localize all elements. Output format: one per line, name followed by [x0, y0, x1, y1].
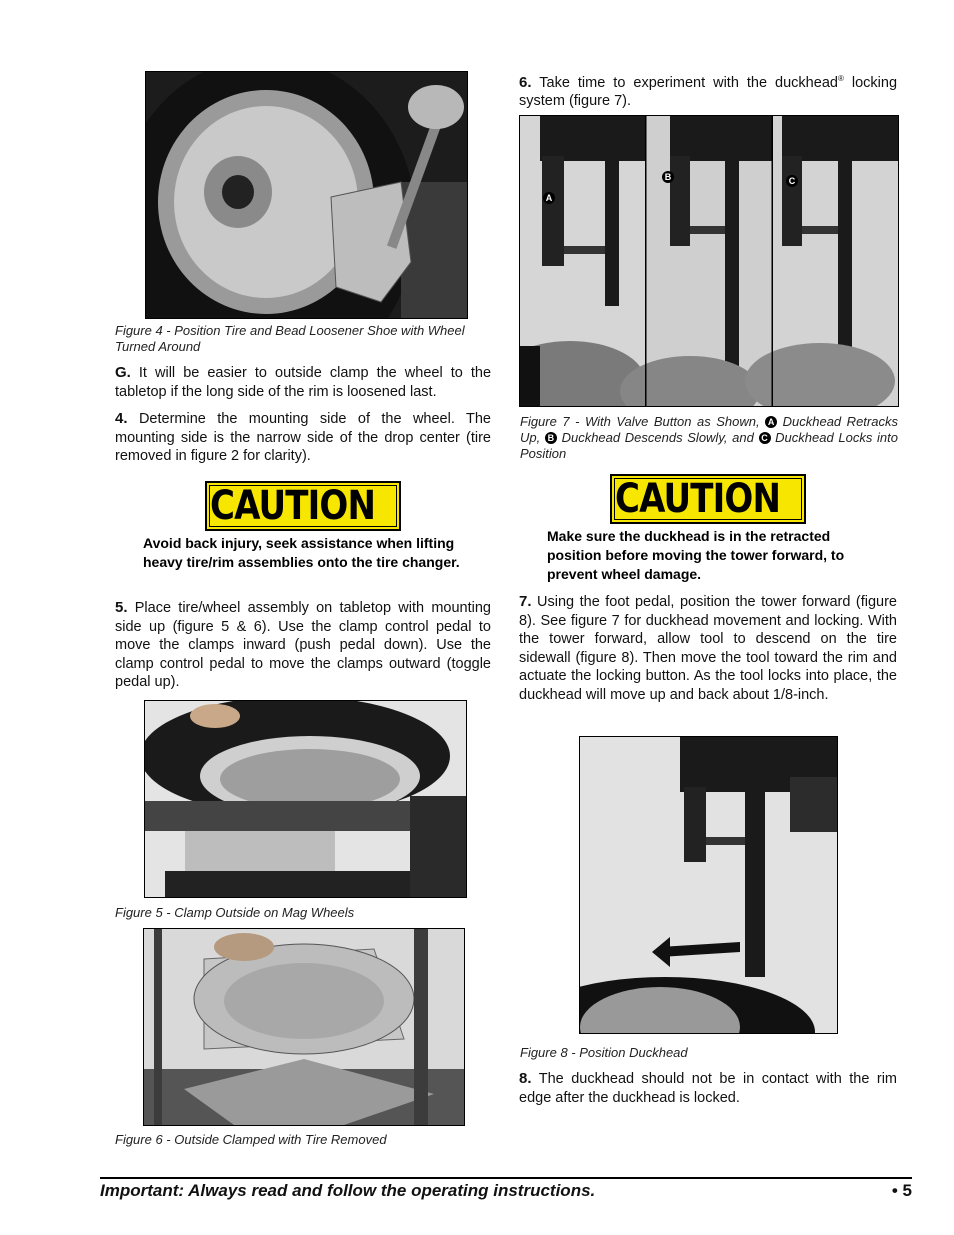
- figure-4-photo: [145, 71, 468, 319]
- step-5-number: 5.: [115, 599, 128, 616]
- fig7-label-b: B: [662, 171, 674, 183]
- step-7-text: Using the foot pedal, position the tower forward (figure 8). See figure 7 for duckhead movement and locking. With the tower forward, allow tool to descend on the tire sidewall (figure 8). Then move the tool toward the rim and actuate the locking button. As the tool locks into place, the duckhead will move up and back about 1/8-inch.: [519, 594, 898, 703]
- fig7-caption-a-text: Duckhead Retracks Up,: [520, 414, 898, 445]
- fig7-label-a: A: [543, 192, 555, 204]
- fig7-caption-a: A: [765, 416, 777, 428]
- figure-4-caption: Figure 4 - Position Tire and Bead Loosener Shoe with Wheel Turned Around: [115, 323, 465, 354]
- figure-5-caption: Figure 5 - Clamp Outside on Mag Wheels: [115, 905, 355, 920]
- step-g-paragraph: [115, 364, 491, 401]
- caution-label-left: CAUTION: [209, 483, 375, 529]
- step-6-paragraph: [519, 70, 897, 111]
- step-4-paragraph: [115, 410, 491, 466]
- footer: [100, 1181, 912, 1201]
- fig7-caption-b-text: Duckhead Descends Slowly, and: [561, 430, 754, 445]
- step-5-text: Place tire/wheel assembly on tabletop with mounting side up (figure 5 & 6). Use the clamp control pedal to move the clamps inward (push pedal down). Use the clamp control pedal to move the clamps outward (toggle pedal up).: [115, 600, 491, 691]
- step-7-number: 7.: [519, 593, 532, 610]
- step-5-paragraph: [115, 599, 491, 692]
- step-7-paragraph: [519, 593, 897, 705]
- figure-8-caption: Figure 8 - Position Duckhead: [520, 1045, 688, 1060]
- figure-7-caption: [520, 414, 898, 462]
- step-4-number: 4.: [115, 410, 128, 427]
- page-number: • 5: [891, 1181, 912, 1200]
- figure-8-photo: [579, 736, 838, 1034]
- caution-label-right: CAUTION: [614, 476, 780, 522]
- footer-important-text: Important: Always read and follow the operating instructions.: [100, 1181, 596, 1200]
- figure-5-photo: [144, 700, 467, 898]
- caution-badge-right: [610, 474, 806, 524]
- warning-duckhead-retracted: Make sure the duckhead is in the retracted position before moving the tower forward, to prevent wheel damage.: [547, 528, 845, 582]
- fig7-caption-b: B: [545, 432, 557, 444]
- footer-rule: [100, 1177, 912, 1179]
- fig7-caption-pre: Figure 7 - With Valve Button as Shown,: [520, 414, 760, 429]
- figure-6-photo: [143, 928, 465, 1126]
- fig7-caption-c-text: Duckhead Locks into Position: [520, 430, 898, 461]
- registered-mark: ®: [837, 74, 844, 83]
- fig7-caption-c: C: [759, 432, 771, 444]
- step-4-text: Determine the mounting side of the wheel. The mounting side is the narrow side of the drop center (tire removed in figure 2 for clarity).: [115, 411, 491, 465]
- figure-7-photo: [519, 115, 899, 407]
- step-8-number: 8.: [519, 1070, 532, 1087]
- step-6-text-a: Take time to experiment with the duckhead: [539, 74, 838, 91]
- warning-back-injury: Avoid back injury, seek assistance when lifting heavy tire/rim assemblies onto the tire changer.: [143, 535, 460, 570]
- step-6-text-b: locking system (figure 7).: [519, 74, 898, 110]
- step-8-text: The duckhead should not be in contact with the rim edge after the duckhead is locked.: [519, 1071, 897, 1106]
- step-g-text: It will be easier to outside clamp the wheel to the tabletop if the long side of the rim is loosened last.: [115, 365, 492, 400]
- step-g-label: G.: [115, 364, 131, 381]
- figure-6-caption: Figure 6 - Outside Clamped with Tire Removed: [115, 1132, 387, 1147]
- caution-badge-left: [205, 481, 401, 531]
- fig7-label-c: C: [786, 175, 798, 187]
- step-8-paragraph: [519, 1070, 897, 1107]
- step-6-number: 6.: [519, 73, 532, 91]
